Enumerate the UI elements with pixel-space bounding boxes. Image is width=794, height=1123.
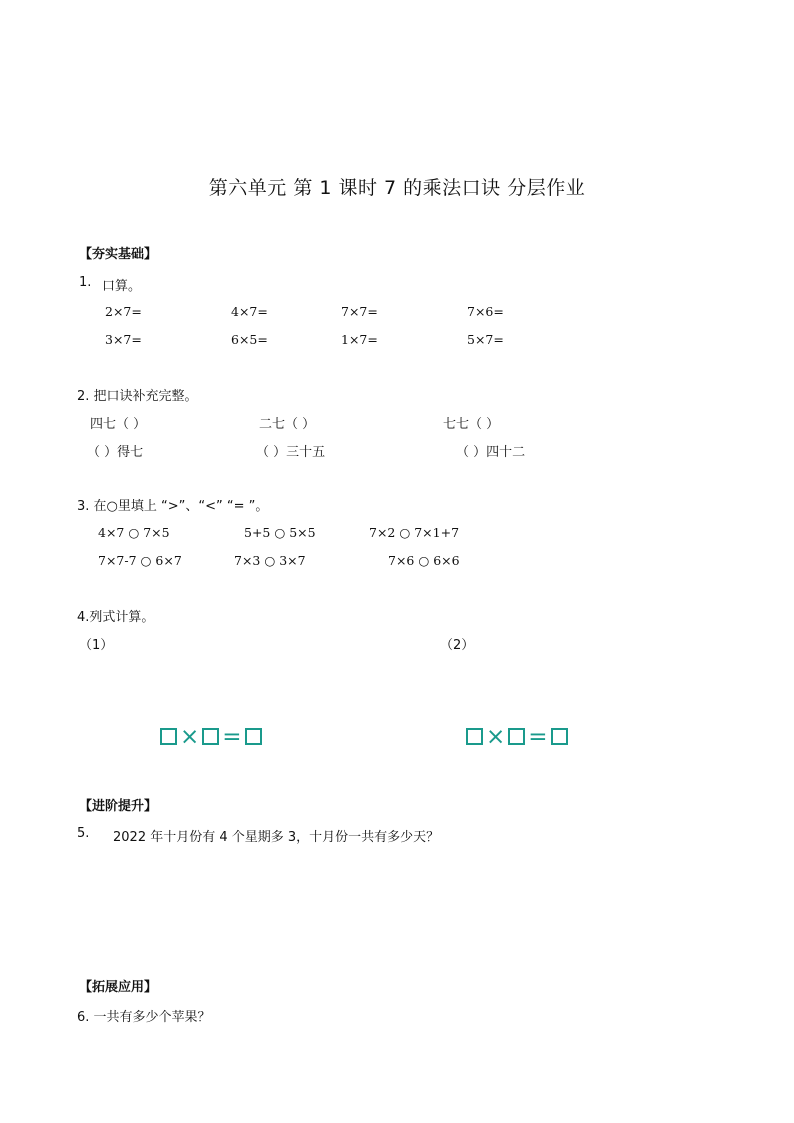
times-sign: × bbox=[180, 723, 200, 750]
q3-compare-item[interactable]: 4×7 ○ 7×5 bbox=[98, 525, 170, 540]
equals-sign: = bbox=[222, 723, 242, 750]
q3-prompt: 3. 在○里填上 “>”、“<” “= ”。 bbox=[77, 499, 269, 514]
q4-equation-1 bbox=[160, 723, 262, 750]
q6-prompt: 6. 一共有多少个苹果？ bbox=[77, 1010, 211, 1025]
q2-blank[interactable]: 四七（ ） bbox=[90, 417, 147, 432]
q3-compare-item[interactable]: 7×7-7 ○ 6×7 bbox=[98, 553, 182, 568]
q3-compare-item[interactable]: 7×6 ○ 6×6 bbox=[388, 553, 460, 568]
q3-compare-item[interactable]: 5+5 ○ 5×5 bbox=[244, 525, 316, 540]
q1-prompt: 口算。 bbox=[102, 279, 142, 294]
answer-box[interactable] bbox=[466, 728, 483, 745]
section-extended-heading: 【拓展应用】 bbox=[79, 980, 158, 995]
q4-label-2: （2） bbox=[440, 638, 475, 653]
answer-box[interactable] bbox=[245, 728, 262, 745]
q1-number: 1. bbox=[79, 275, 92, 290]
q4-prompt: 4.列式计算。 bbox=[77, 610, 155, 625]
q5-prompt: 2022 年十月份有 4 个星期多 3，十月份一共有多少天？ bbox=[113, 830, 440, 845]
equals-sign: = bbox=[528, 723, 548, 750]
q2-blank[interactable]: （ ）四十二 bbox=[456, 445, 526, 460]
q5-number: 5. bbox=[77, 826, 90, 841]
q1-item: 2×7= bbox=[105, 304, 142, 319]
q1-item: 6×5= bbox=[231, 332, 268, 347]
section-advanced-heading: 【进阶提升】 bbox=[79, 799, 158, 814]
answer-box[interactable] bbox=[160, 728, 177, 745]
q1-item: 5×7= bbox=[467, 332, 504, 347]
answer-box[interactable] bbox=[551, 728, 568, 745]
q3-compare-item[interactable]: 7×3 ○ 3×7 bbox=[234, 553, 306, 568]
q2-blank[interactable]: 七七（ ） bbox=[443, 417, 500, 432]
q1-item: 1×7= bbox=[341, 332, 378, 347]
q2-blank[interactable]: （ ）得七 bbox=[87, 445, 144, 460]
q3-compare-item[interactable]: 7×2 ○ 7×1+7 bbox=[369, 525, 460, 540]
q4-label-1: （1） bbox=[79, 638, 114, 653]
q1-item: 4×7= bbox=[231, 304, 268, 319]
q2-prompt: 2. 把口诀补充完整。 bbox=[77, 389, 198, 404]
q1-item: 3×7= bbox=[105, 332, 142, 347]
page-title: 第六单元 第 1 课时 7 的乘法口诀 分层作业 bbox=[208, 177, 586, 199]
section-basic-heading: 【夯实基础】 bbox=[79, 247, 158, 262]
answer-box[interactable] bbox=[202, 728, 219, 745]
answer-box[interactable] bbox=[508, 728, 525, 745]
times-sign: × bbox=[486, 723, 506, 750]
q4-equation-2 bbox=[466, 723, 568, 750]
q2-blank[interactable]: （ ）三十五 bbox=[256, 445, 326, 460]
q2-blank[interactable]: 二七（ ） bbox=[259, 417, 316, 432]
q1-item: 7×6= bbox=[467, 304, 504, 319]
q1-item: 7×7= bbox=[341, 304, 378, 319]
